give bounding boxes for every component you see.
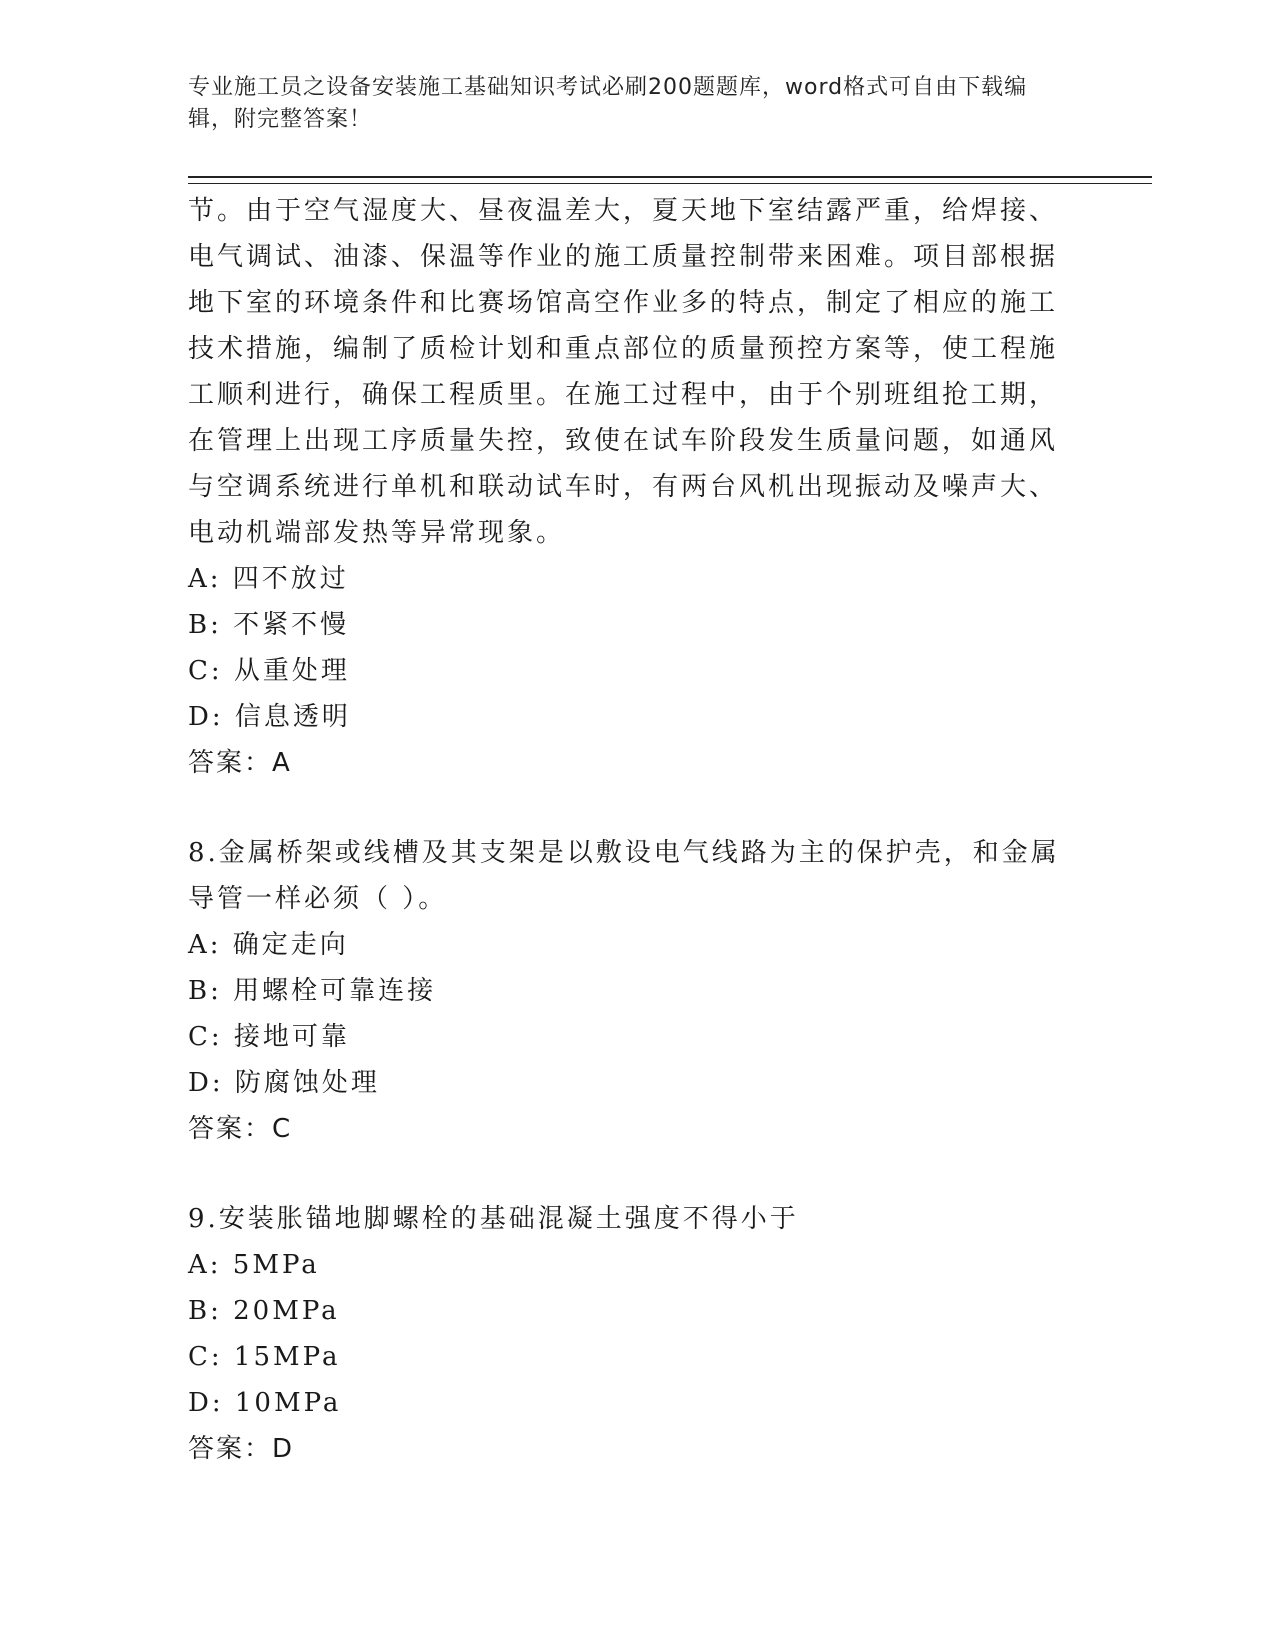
option-d: D: 信息透明 [188,702,351,732]
question-stem-line: 技术措施，编制了质检计划和重点部位的质量预控方案等，使工程施 [188,334,1059,364]
question-stem-line: 电气调试、油漆、保温等作业的施工质量控制带来困难。项目部根据 [188,242,1059,272]
option-c: C: 15MPa [188,1342,341,1372]
option-d: D: 防腐蚀处理 [188,1068,380,1098]
question-stem-line: 电动机端部发热等异常现象。 [188,518,566,548]
question-stem-line: 工顺利进行，确保工程质里。在施工过程中，由于个别班组抢工期， [188,380,1059,410]
question-9 [188,1196,1068,1472]
option-c: C: 接地可靠 [188,1022,350,1052]
question-spacer [188,1152,1068,1196]
option-b: B: 用螺栓可靠连接 [188,976,437,1006]
option-c: C: 从重处理 [188,656,350,686]
option-b: B: 20MPa [188,1296,340,1326]
question-stem-line: 8.金属桥架或线槽及其支架是以敷设电气线路为主的保护壳，和金属 [188,838,1060,868]
option-d: D: 10MPa [188,1388,342,1418]
document-header: 专业施工员之设备安装施工基础知识考试必刷200题题库，word格式可自由下载编辑，附完整答案！ [188,75,1028,132]
question-stem-line: 导管一样必须（ ）。 [188,884,448,914]
answer-label: 答案：A [188,748,292,778]
option-a: A: 四不放过 [188,564,349,594]
question-stem-line: 与空调系统进行单机和联动试车时，有两台风机出现振动及噪声大、 [188,472,1059,502]
option-a: A: 5MPa [188,1250,320,1280]
question-stem-line: 9.安装胀锚地脚螺栓的基础混凝土强度不得小于 [188,1204,799,1234]
question-stem-line: 地下室的环境条件和比赛场馆高空作业多的特点，制定了相应的施工 [188,288,1059,318]
question-8 [188,830,1068,1152]
question-7 [188,188,1068,786]
question-spacer [188,786,1068,830]
document-body [188,188,1068,1472]
header-rule-thin [188,183,1152,184]
answer-label: 答案：C [188,1114,293,1144]
question-stem-line: 在管理上出现工序质量失控，致使在试车阶段发生质量问题，如通风 [188,426,1059,456]
question-stem-line: 节。由于空气湿度大、昼夜温差大，夏天地下室结露严重，给焊接、 [188,196,1059,226]
option-b: B: 不紧不慢 [188,610,350,640]
answer-label: 答案：D [188,1434,295,1464]
option-a: A: 确定走向 [188,930,349,960]
header-rule-thick [188,176,1152,178]
